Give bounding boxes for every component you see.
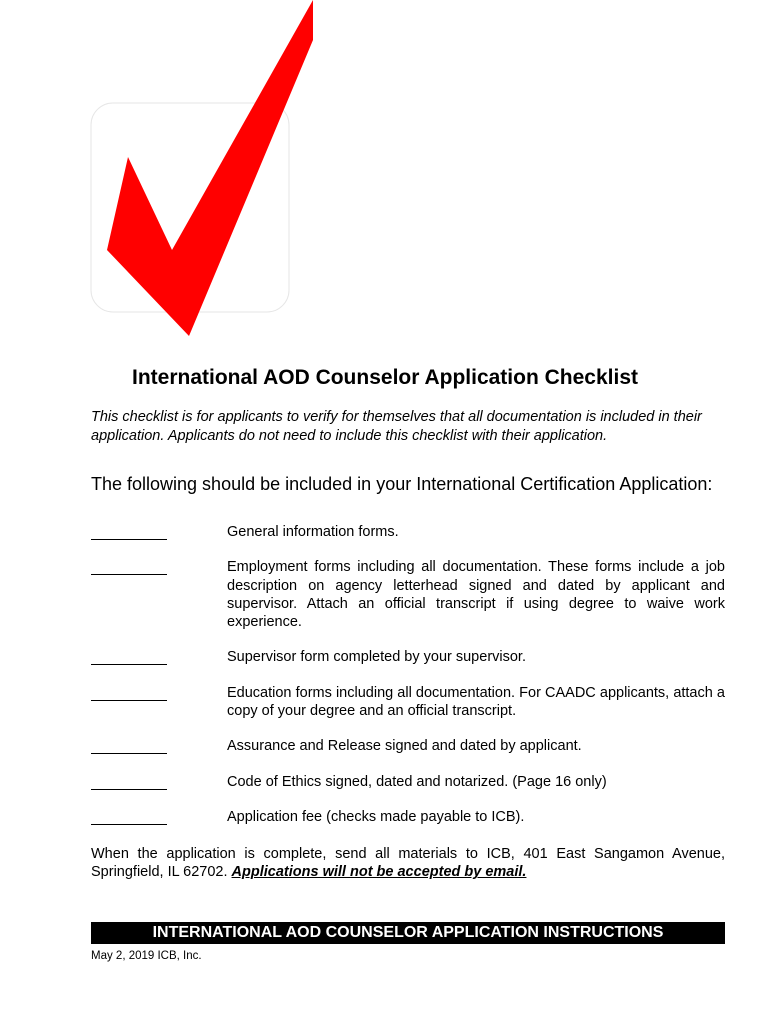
checklist-item-label: General information forms. xyxy=(227,524,399,540)
checklist-item-label: Education forms including all documentation. For CAADC applicants, attach a copy of your degree and an official transcript. xyxy=(227,684,725,720)
red-checkmark-icon xyxy=(85,0,320,340)
checklist-item-supervisor xyxy=(91,648,725,666)
checklist-item-label: Code of Ethics signed, dated and notarized. (Page 16 only) xyxy=(227,773,607,790)
email-warning: Applications will not be accepted by email. xyxy=(231,864,527,881)
checklist xyxy=(91,523,725,843)
page-title: International AOD Counselor Application Checklist xyxy=(132,366,638,389)
checkmark-blank[interactable] xyxy=(91,737,167,754)
closing-text xyxy=(91,845,725,882)
checklist-item-label: Employment forms including all documentation. These forms include a job description on agency letterhead signed and dated by applicant and supervisor. Attach an official transcript if using degree to waive work experience. xyxy=(227,559,725,631)
checkmark-blank[interactable] xyxy=(91,523,167,540)
checklist-item-employment xyxy=(91,558,725,631)
checklist-item-general-info xyxy=(91,523,725,541)
instructions-banner: INTERNATIONAL AOD COUNSELOR APPLICATION INSTRUCTIONS xyxy=(91,922,725,944)
checklist-item-label: Application fee (checks made payable to ICB). xyxy=(227,808,525,825)
intro-text: This checklist is for applicants to verify for themselves that all documentation is included in their application. Applicants do not need to include this checklist with their application. xyxy=(91,409,702,444)
checklist-item-assurance xyxy=(91,737,725,755)
checkmark-blank[interactable] xyxy=(91,773,167,790)
checklist-item-label: Assurance and Release signed and dated by applicant. xyxy=(227,738,582,755)
footer-date: May 2, 2019 ICB, Inc. xyxy=(91,950,202,962)
checkmark-blank[interactable] xyxy=(91,684,167,701)
checklist-item-fee xyxy=(91,808,725,826)
checkmark-blank[interactable] xyxy=(91,558,167,575)
checklist-item-ethics xyxy=(91,773,725,791)
checklist-item-education xyxy=(91,684,725,721)
checkmark-blank[interactable] xyxy=(91,648,167,665)
section-heading: The following should be included in your International Certification Application: xyxy=(91,474,713,494)
checkmark-blank[interactable] xyxy=(91,808,167,825)
mailing-instructions: When the application is complete, send all materials to ICB, 401 East Sangamon Avenue, Springfield, IL 62702. xyxy=(91,846,725,881)
checklist-item-label: Supervisor form completed by your supervisor. xyxy=(227,649,526,666)
